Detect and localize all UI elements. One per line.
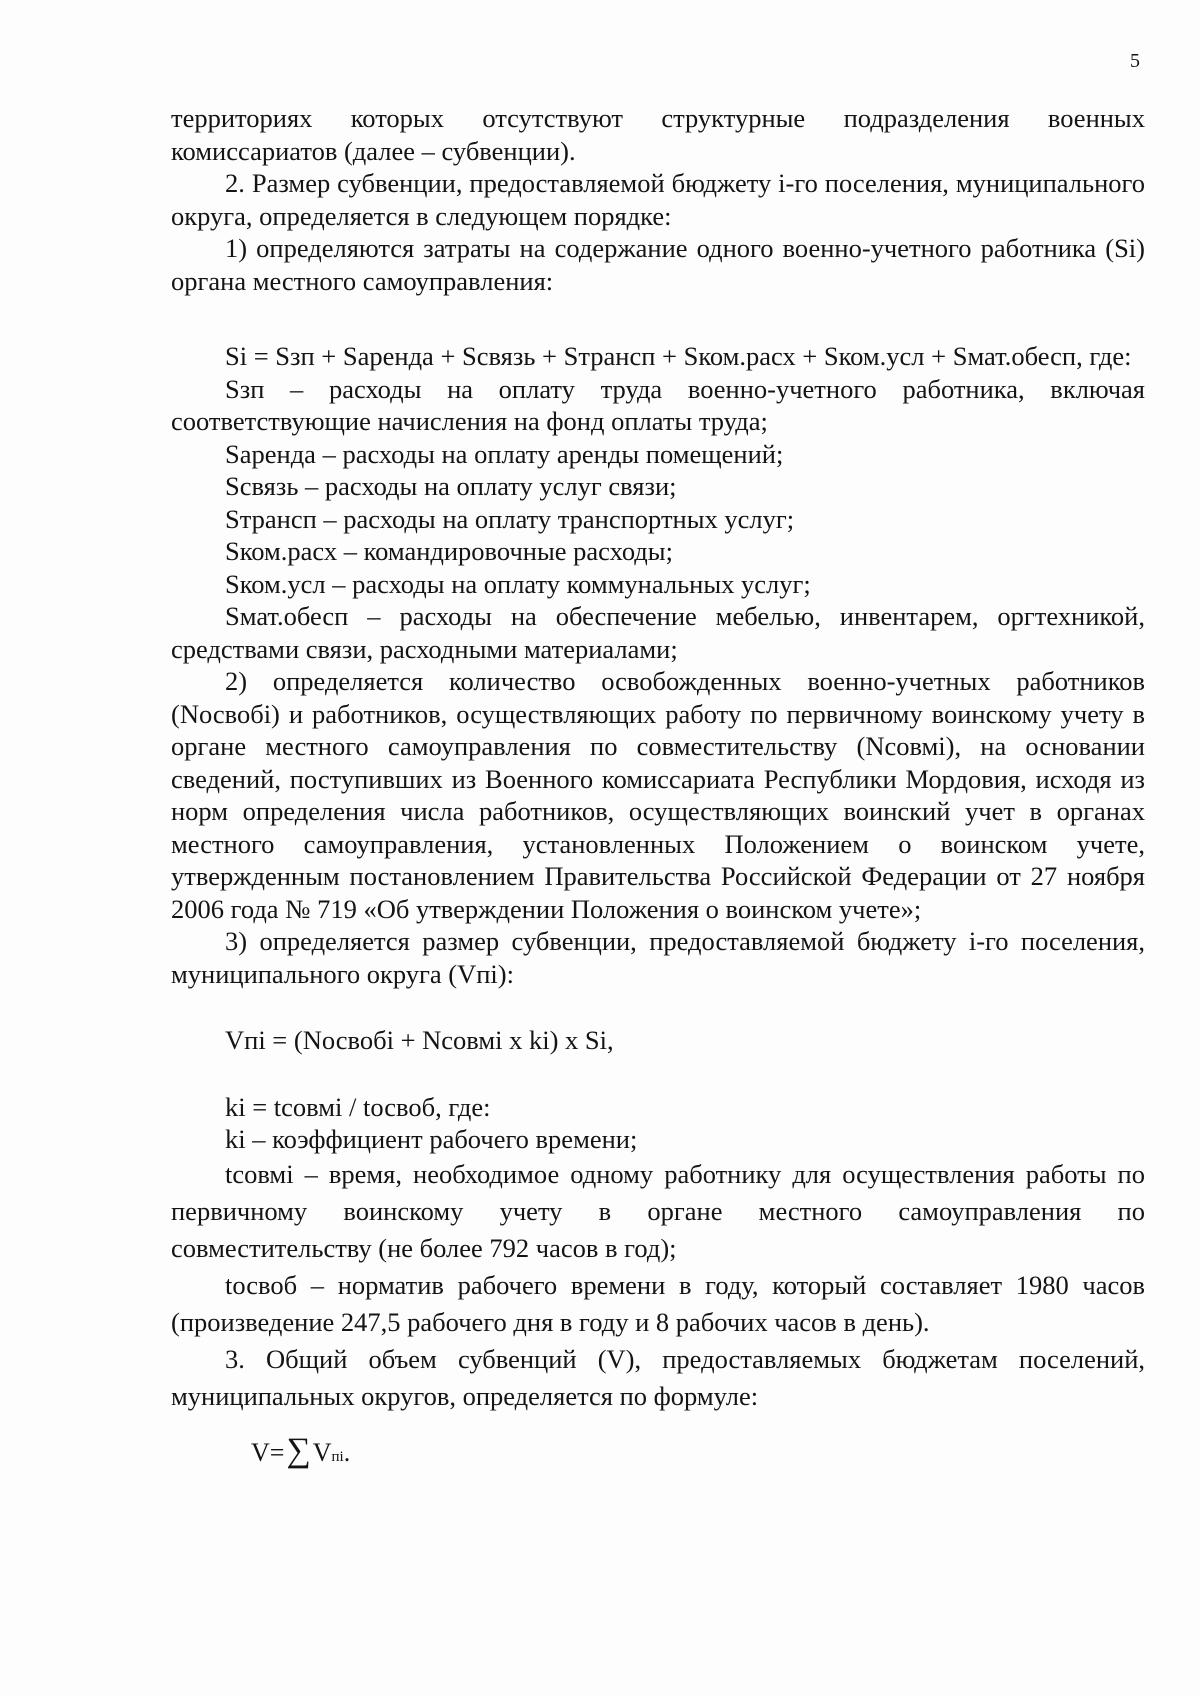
- formula-sum-variable: V: [312, 1437, 332, 1467]
- document-body: [171, 102, 1145, 1473]
- definition-szp: Sзп – расходы на оплату труда военно-учетного работника, включая соответствующие начисления на фонд оплаты труда;: [171, 373, 1145, 436]
- definition-smatobesp: Sмат.обесп – расходы на обеспечение мебелью, инвентарем, оргтехникой, средствами связи, расходными материалами;: [171, 601, 1145, 664]
- definition-ki: ki – коэффициент рабочего времени;: [225, 1124, 638, 1154]
- spacer: [171, 297, 1145, 340]
- definition-stransp: Sтрансп – расходы на оплату транспортных услуг;: [225, 503, 795, 534]
- formula-vpi: Vпi = (Nосвобi + Nсовмi x ki) x Si,: [225, 1025, 614, 1055]
- paragraph-subventions-definition: территориях которых отсутствуют структурные подразделения военных комиссариатов (далее – субвенции).: [171, 103, 1145, 166]
- definition-skomrash: Sком.расх – командировочные расходы;: [225, 536, 673, 566]
- definition-ssvyaz: Sсвязь – расходы на оплату услуг связи;: [225, 471, 677, 501]
- definition-tosvob: tосвоб – норматив рабочего времени в году, который составляет 1980 часов (произведение 247,5 рабочего дня в году и 8 рабочих часов в день).: [171, 1269, 1145, 1337]
- definition-tsovm: tсовмi – время, необходимое одному работнику для осуществления работы по первичному воинскому учету в органе местного самоуправления по совместительству (не более 792 часов в год);: [171, 1158, 1145, 1263]
- sigma-icon: ∑: [286, 1431, 311, 1469]
- spacer: [171, 990, 1145, 1024]
- paragraph-item-3: 3) определяется размер субвенции, предоставляемой бюджету i-го поселения, муниципального округа (Vпi):: [171, 926, 1145, 989]
- paragraph-item-2: 2) определяется количество освобожденных военно-учетных работников (Nосвобi) и работников, осуществляющих работу по первичному воинскому учету в органе местного самоуправления по совместительству (Nсовмi), на основании сведений, поступивших из Военного комиссариата Республики Мордовия, исходя из норм определения числа работников, осуществляющих воинский учет в органах местного самоуправления, установленных Положением о воинском учете, утвержденным постановлением Правительства Российской Федерации от 27 ноября 2006 года № 719 «Об утверждении Положения о воинском учете»;: [171, 666, 1145, 924]
- definition-sarenda: Sаренда – расходы на оплату аренды помещений;: [225, 438, 784, 469]
- paragraph-item-1: 1) определяются затраты на содержание одного военно-учетного работника (Si) органа местного самоуправления:: [171, 233, 1145, 296]
- definition-skomusl: Sком.усл – расходы на оплату коммунальных услуг;: [225, 568, 811, 599]
- formula-ki: ki = tсовмi / tосвоб, где:: [225, 1091, 491, 1122]
- spacer: [171, 1415, 1145, 1435]
- spacer: [171, 1057, 1145, 1091]
- formula-sum-lhs: V=: [251, 1437, 285, 1467]
- formula-total-sum: [171, 1431, 1145, 1474]
- page-number: 5: [1130, 50, 1140, 72]
- paragraph-section-3: 3. Общий объем субвенций (V), предоставляемых бюджетам поселений, муниципальных округов, определяется по формуле:: [171, 1343, 1145, 1411]
- paragraph-section-2: 2. Размер субвенции, предоставляемой бюджету i-го поселения, муниципального округа, определяется в следующем порядке:: [171, 168, 1145, 231]
- formula-sum-subscript: пi: [331, 1448, 344, 1465]
- formula-sum-end: .: [343, 1437, 351, 1467]
- formula-si: Si = Sзп + Sаренда + Sсвязь + Sтрансп + Sком.расх + Sком.усл + Sмат.обесп, где:: [225, 341, 1132, 371]
